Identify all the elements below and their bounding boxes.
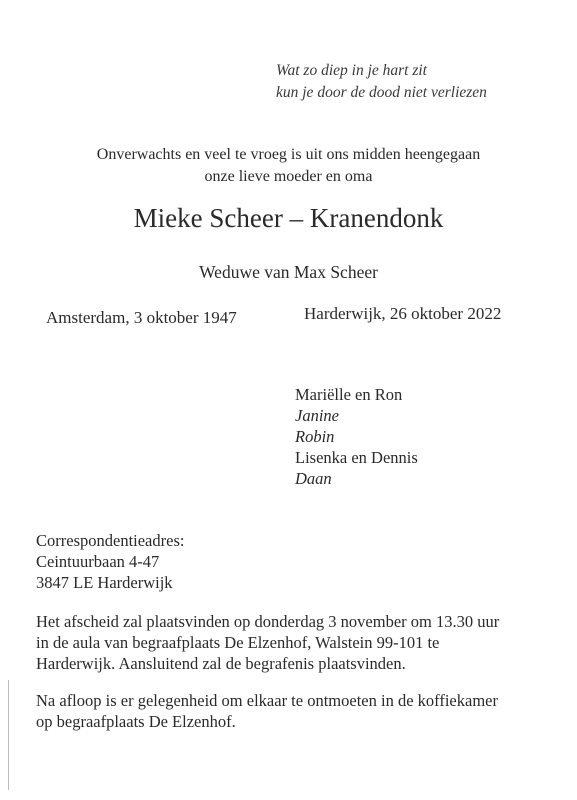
farewell-line-2: in de aula van begraafplaats De Elzenhof, Walstein 99-101 te	[36, 633, 440, 652]
quote-line-1: Wat zo diep in je hart zit	[276, 62, 427, 79]
afterwards-line-1: Na afloop is er gelegenheid om elkaar te ontmoeten in de koffiekamer	[36, 691, 498, 710]
family-member: Robin	[295, 427, 335, 446]
farewell-paragraph	[36, 611, 499, 674]
quote	[276, 60, 487, 104]
birth-place-date: Amsterdam, 3 oktober 1947	[46, 308, 237, 327]
afterwards-line-2: op begraafplaats De Elzenhof.	[36, 712, 236, 731]
family-member: Lisenka en Dennis	[295, 448, 418, 467]
family-member: Janine	[295, 406, 339, 425]
correspondence-address	[36, 530, 184, 593]
family-list	[295, 384, 418, 489]
family-member: Mariëlle en Ron	[295, 385, 403, 404]
farewell-line-3: Harderwijk. Aansluitend zal de begrafenis plaatsvinden.	[36, 654, 406, 673]
widow-of: Weduwe van Max Scheer	[199, 262, 378, 282]
correspondence-label: Correspondentieadres:	[36, 531, 185, 550]
address-city: 3847 LE Harderwijk	[36, 573, 173, 592]
address-street: Ceintuurbaan 4-47	[36, 552, 160, 571]
farewell-line-1: Het afscheid zal plaatsvinden op donderdag 3 november om 13.30 uur	[36, 612, 500, 631]
scan-edge-mark	[8, 680, 9, 790]
intro-text	[0, 144, 577, 188]
deceased-name: Mieke Scheer – Kranendonk	[133, 203, 444, 233]
death-place-date: Harderwijk, 26 oktober 2022	[304, 304, 502, 323]
intro-line-1: Onverwachts en veel te vroeg is uit ons midden heengegaan	[96, 146, 481, 163]
family-member: Daan	[295, 469, 332, 488]
afterwards-paragraph	[36, 690, 498, 732]
quote-line-2: kun je door de dood niet verliezen	[276, 84, 487, 101]
intro-line-2: onze lieve moeder en oma	[204, 168, 373, 185]
